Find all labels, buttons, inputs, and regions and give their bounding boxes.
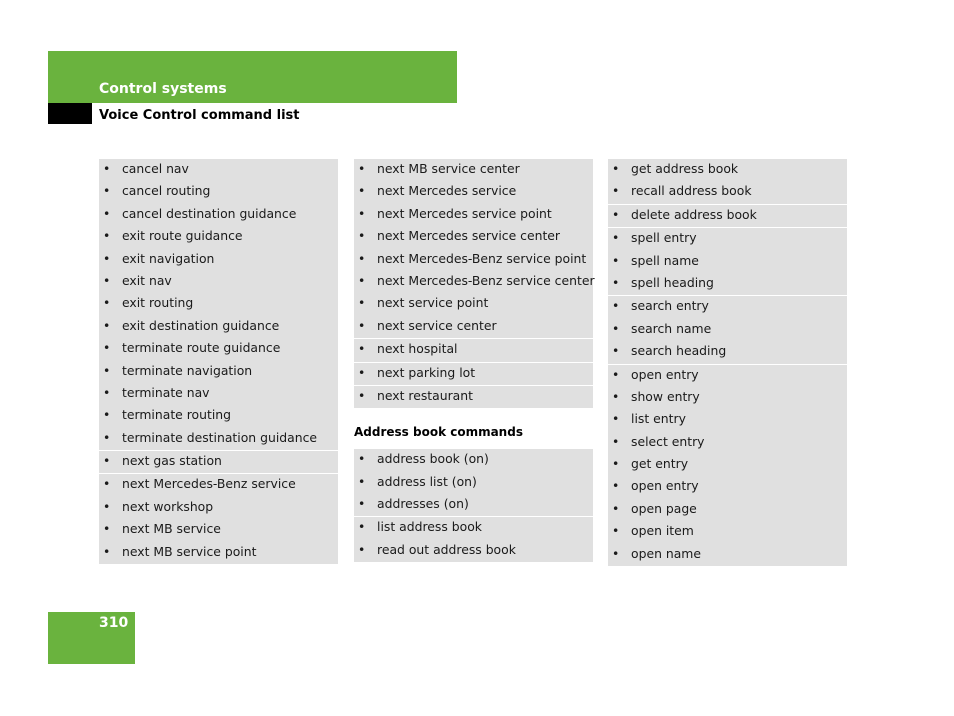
command-item bbox=[608, 228, 847, 250]
bullet-icon: • bbox=[103, 205, 111, 221]
command-item bbox=[99, 519, 338, 541]
bullet-icon: • bbox=[612, 298, 620, 314]
command-text: open page bbox=[631, 500, 697, 516]
command-item bbox=[608, 409, 847, 431]
command-text: spell name bbox=[631, 252, 699, 268]
command-text: exit routing bbox=[122, 295, 194, 311]
command-text: next Mercedes service bbox=[377, 183, 517, 199]
bullet-icon: • bbox=[612, 456, 620, 472]
command-text: next gas station bbox=[122, 453, 222, 469]
command-text: select entry bbox=[631, 433, 705, 449]
bullet-icon: • bbox=[358, 205, 366, 221]
bullet-icon: • bbox=[103, 340, 111, 356]
bullet-icon: • bbox=[612, 274, 620, 290]
command-text: cancel routing bbox=[122, 183, 211, 199]
command-item bbox=[608, 205, 847, 227]
command-group bbox=[99, 474, 338, 565]
command-text: exit route guidance bbox=[122, 228, 243, 244]
command-item bbox=[354, 181, 593, 203]
command-item bbox=[354, 159, 593, 181]
bullet-icon: • bbox=[103, 295, 111, 311]
command-item bbox=[608, 296, 847, 318]
command-item bbox=[99, 204, 338, 226]
command-item bbox=[99, 293, 338, 315]
command-text: cancel nav bbox=[122, 161, 189, 176]
bullet-icon: • bbox=[612, 366, 620, 382]
bullet-icon: • bbox=[358, 317, 366, 333]
command-item bbox=[354, 204, 593, 226]
command-text: exit navigation bbox=[122, 250, 215, 266]
command-text: list address book bbox=[377, 519, 482, 535]
command-group bbox=[354, 449, 593, 517]
bullet-icon: • bbox=[103, 476, 111, 492]
address-book-heading: Address book commands bbox=[354, 425, 523, 440]
command-item bbox=[608, 454, 847, 476]
command-item bbox=[99, 542, 338, 564]
bullet-icon: • bbox=[358, 341, 366, 357]
command-text: next service center bbox=[377, 317, 497, 333]
command-text: terminate route guidance bbox=[122, 340, 281, 356]
command-text: terminate navigation bbox=[122, 362, 253, 378]
bullet-icon: • bbox=[612, 500, 620, 516]
bullet-icon: • bbox=[103, 498, 111, 514]
command-text: terminate routing bbox=[122, 407, 232, 423]
command-group bbox=[99, 451, 338, 474]
spacer bbox=[354, 409, 593, 422]
command-group bbox=[354, 159, 593, 339]
command-text: spell entry bbox=[631, 230, 697, 246]
bullet-icon: • bbox=[612, 183, 620, 199]
bullet-icon: • bbox=[612, 545, 620, 561]
command-text: next Mercedes-Benz service center bbox=[377, 272, 595, 288]
command-text: open item bbox=[631, 523, 694, 539]
command-text: next restaurant bbox=[377, 387, 473, 403]
command-item bbox=[354, 386, 593, 408]
command-item bbox=[99, 428, 338, 450]
command-item bbox=[354, 226, 593, 248]
bullet-icon: • bbox=[358, 473, 366, 489]
command-group bbox=[99, 159, 338, 451]
bullet-icon: • bbox=[358, 250, 366, 266]
command-item bbox=[354, 249, 593, 271]
command-item bbox=[354, 449, 593, 471]
bullet-icon: • bbox=[358, 519, 366, 535]
bullet-icon: • bbox=[358, 295, 366, 311]
command-text: next Mercedes-Benz service point bbox=[377, 250, 587, 266]
command-text: search heading bbox=[631, 343, 727, 359]
command-text: recall address book bbox=[631, 183, 752, 199]
command-item bbox=[99, 249, 338, 271]
command-item bbox=[354, 339, 593, 361]
command-text: get entry bbox=[631, 456, 689, 472]
bullet-icon: • bbox=[612, 411, 620, 427]
bullet-icon: • bbox=[612, 252, 620, 268]
command-item bbox=[354, 316, 593, 338]
command-text: read out address book bbox=[377, 541, 516, 557]
bullet-icon: • bbox=[358, 451, 366, 467]
command-item bbox=[608, 521, 847, 543]
command-text: search entry bbox=[631, 298, 709, 314]
bullet-icon: • bbox=[103, 543, 111, 559]
bullet-icon: • bbox=[612, 320, 620, 336]
command-text: terminate nav bbox=[122, 384, 210, 400]
bullet-icon: • bbox=[358, 364, 366, 380]
command-text: next workshop bbox=[122, 498, 214, 514]
command-group bbox=[354, 386, 593, 409]
bullet-icon: • bbox=[103, 161, 111, 176]
bullet-icon: • bbox=[103, 384, 111, 400]
command-column-3 bbox=[608, 159, 847, 567]
bullet-icon: • bbox=[103, 228, 111, 244]
command-item bbox=[354, 293, 593, 315]
command-text: terminate destination guidance bbox=[122, 429, 318, 445]
command-text: spell heading bbox=[631, 274, 714, 290]
bullet-icon: • bbox=[612, 230, 620, 246]
command-item bbox=[608, 544, 847, 566]
command-text: delete address book bbox=[631, 206, 757, 222]
command-text: address book (on) bbox=[377, 451, 489, 467]
bullet-icon: • bbox=[358, 272, 366, 288]
command-item bbox=[354, 271, 593, 293]
bullet-icon: • bbox=[103, 453, 111, 469]
bullet-icon: • bbox=[358, 183, 366, 199]
bullet-icon: • bbox=[358, 541, 366, 557]
command-text: show entry bbox=[631, 388, 700, 404]
command-item bbox=[99, 405, 338, 427]
page-subtitle: Voice Control command list bbox=[99, 108, 300, 123]
command-text: next parking lot bbox=[377, 364, 476, 380]
command-text: list entry bbox=[631, 411, 686, 427]
command-item bbox=[99, 474, 338, 496]
command-text: cancel destination guidance bbox=[122, 205, 297, 221]
command-text: exit nav bbox=[122, 272, 172, 288]
command-item bbox=[99, 361, 338, 383]
command-item bbox=[99, 497, 338, 519]
command-text: open entry bbox=[631, 366, 699, 382]
command-item bbox=[354, 517, 593, 539]
command-group bbox=[608, 205, 847, 228]
command-item bbox=[99, 383, 338, 405]
command-group bbox=[354, 517, 593, 563]
command-item bbox=[608, 387, 847, 409]
page-number: 310 bbox=[99, 615, 129, 631]
command-group bbox=[608, 365, 847, 568]
bullet-icon: • bbox=[612, 206, 620, 222]
section-marker bbox=[48, 103, 92, 124]
command-item bbox=[608, 319, 847, 341]
command-column-1 bbox=[99, 159, 338, 565]
command-text: open entry bbox=[631, 478, 699, 494]
bullet-icon: • bbox=[103, 272, 111, 288]
section-title: Control systems bbox=[99, 81, 227, 97]
command-item bbox=[608, 251, 847, 273]
command-text: exit destination guidance bbox=[122, 317, 280, 333]
command-item bbox=[354, 494, 593, 516]
bullet-icon: • bbox=[612, 343, 620, 359]
bullet-icon: • bbox=[103, 407, 111, 423]
command-item bbox=[608, 365, 847, 387]
command-item bbox=[99, 271, 338, 293]
bullet-icon: • bbox=[358, 387, 366, 403]
command-group bbox=[608, 159, 847, 205]
bullet-icon: • bbox=[612, 388, 620, 404]
bullet-icon: • bbox=[612, 478, 620, 494]
command-text: next Mercedes-Benz service bbox=[122, 476, 296, 492]
command-item bbox=[354, 540, 593, 562]
bullet-icon: • bbox=[612, 523, 620, 539]
command-item bbox=[99, 181, 338, 203]
command-item bbox=[608, 341, 847, 363]
command-item bbox=[354, 472, 593, 494]
command-text: next MB service bbox=[122, 521, 221, 537]
command-group bbox=[608, 228, 847, 296]
bullet-icon: • bbox=[358, 228, 366, 244]
command-item bbox=[99, 338, 338, 360]
command-text: next Mercedes service center bbox=[377, 228, 561, 244]
command-item bbox=[608, 432, 847, 454]
bullet-icon: • bbox=[612, 161, 620, 176]
command-text: next MB service center bbox=[377, 161, 520, 176]
bullet-icon: • bbox=[103, 429, 111, 445]
bullet-icon: • bbox=[103, 250, 111, 266]
command-item bbox=[99, 316, 338, 338]
command-text: addresses (on) bbox=[377, 496, 469, 512]
command-group bbox=[608, 296, 847, 364]
bullet-icon: • bbox=[103, 183, 111, 199]
bullet-icon: • bbox=[103, 521, 111, 537]
command-text: get address book bbox=[631, 161, 739, 176]
command-text: next Mercedes service point bbox=[377, 205, 552, 221]
command-text: open name bbox=[631, 545, 701, 561]
command-item bbox=[99, 226, 338, 248]
command-item bbox=[99, 451, 338, 473]
command-group bbox=[354, 339, 593, 362]
command-group bbox=[354, 363, 593, 386]
command-text: address list (on) bbox=[377, 473, 477, 489]
command-column-2 bbox=[354, 159, 593, 563]
command-item bbox=[608, 273, 847, 295]
bullet-icon: • bbox=[358, 161, 366, 176]
command-text: next service point bbox=[377, 295, 489, 311]
command-item bbox=[608, 499, 847, 521]
bullet-icon: • bbox=[103, 317, 111, 333]
command-text: next hospital bbox=[377, 341, 458, 357]
command-item bbox=[354, 363, 593, 385]
command-item bbox=[608, 159, 847, 181]
bullet-icon: • bbox=[103, 362, 111, 378]
bullet-icon: • bbox=[612, 433, 620, 449]
command-text: next MB service point bbox=[122, 543, 257, 559]
command-item bbox=[608, 476, 847, 498]
bullet-icon: • bbox=[358, 496, 366, 512]
command-item bbox=[99, 159, 338, 181]
command-item bbox=[608, 181, 847, 203]
command-text: search name bbox=[631, 320, 712, 336]
